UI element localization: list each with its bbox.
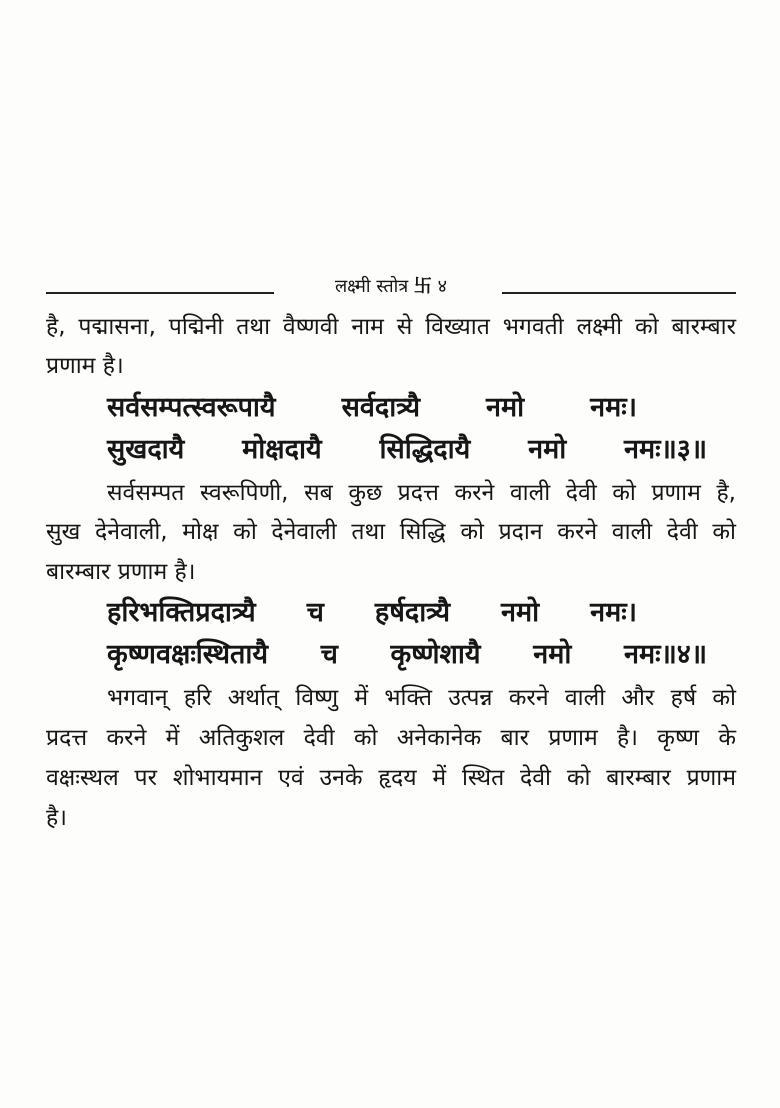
header-title-group (46, 272, 736, 298)
paragraph-line: है। (46, 805, 67, 831)
paragraph-line: सुख देनेवाली, मोक्ष को देनेवाली तथा सिद्धि को प्रदान करने वाली देवी को (46, 519, 736, 545)
paragraph-line: वक्षःस्थल पर शोभायमान एवं उनके हृदय में स्थित देवी को बारम्बार प्रणाम (46, 765, 736, 791)
verse-line: कृष्णवक्षःस्थितायै च कृष्णेशायै नमो नमः॥४॥ (107, 639, 707, 670)
paragraph-line: है, पद्मासना, पद्मिनी तथा वैष्णवी नाम से विख्यात भगवती लक्ष्मी को बारम्बार (46, 314, 736, 340)
verse-line: सुखदायै मोक्षदायै सिद्धिदायै नमो नमः॥३॥ (107, 434, 707, 465)
header-ornament-icon: 卐 (413, 276, 432, 297)
paragraph-line: प्रणाम है। (46, 353, 124, 379)
running-header (46, 272, 736, 302)
header-title: लक्ष्मी स्तोत्र (334, 276, 409, 297)
verse-line: सर्वसम्पत्स्वरूपायै सर्वदात्र्यै नमो नमः। (107, 392, 637, 423)
paragraph-line: भगवान् हरि अर्थात् विष्णु में भक्ति उत्पन्न करने वाली और हर्ष को (107, 685, 736, 711)
paragraph-line: प्रदत्त करने में अतिकुशल देवी को अनेकानेक बार प्रणाम है। कृष्ण के (46, 725, 736, 751)
verse-line: हरिभक्तिप्रदात्र्यै च हर्षदात्र्यै नमो नमः। (107, 597, 637, 628)
page-number: ४ (437, 276, 448, 297)
paragraph-line: बारम्बार प्रणाम है। (46, 559, 196, 585)
paragraph-line: सर्वसम्पत स्वरूपिणी, सब कुछ प्रदत्त करने वाली देवी को प्रणाम है, (107, 480, 736, 506)
header-rule-right (502, 292, 736, 294)
